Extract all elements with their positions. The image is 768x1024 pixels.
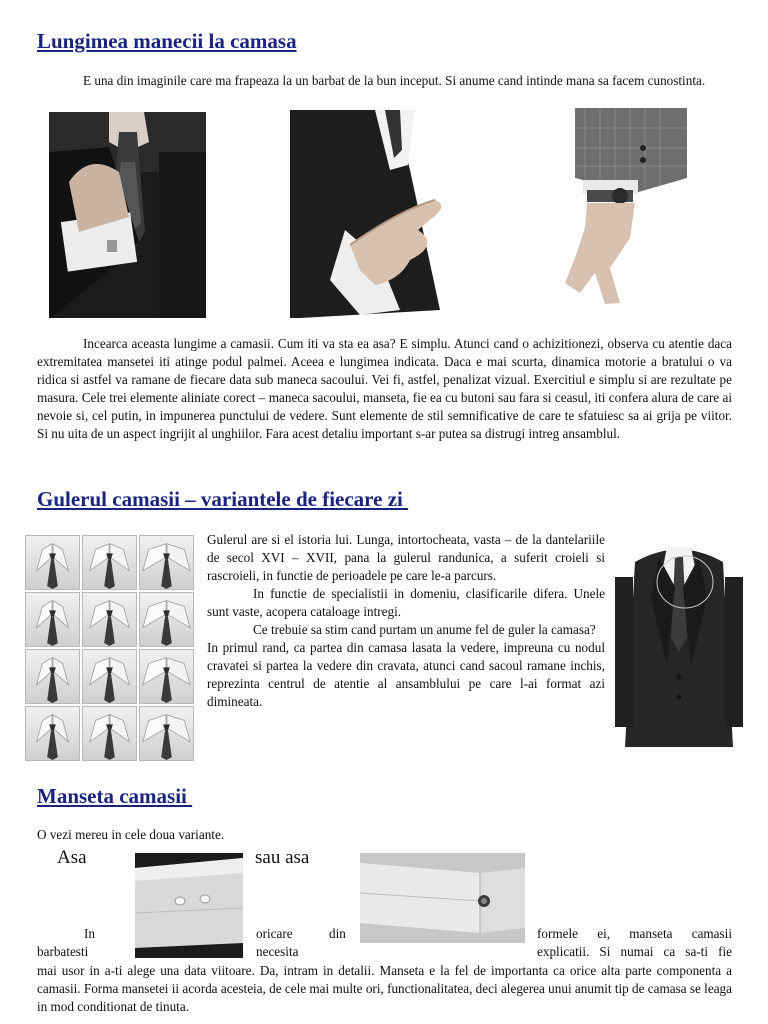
collar-style-thumbnail	[25, 706, 80, 761]
paragraph-sleeve-intro	[37, 72, 732, 90]
collar-style-thumbnail	[139, 649, 194, 704]
handshake-photo	[290, 110, 463, 318]
cuff-body-rest: mai usor in a-ti alege una data viitoare. Da, intram in detalii. Manseta e la fel de importanta ca orice alta parte componenta a camasii. Forma mansetei ii acorda acesteia, de cele mai multe ori, functionalitatea, deci alegerea unui anumit tip de camasa se leaga in mod conditionat de tinuta.	[37, 963, 732, 1014]
collar-style-thumbnail	[82, 535, 137, 590]
cuff-word-barbatesti: barbatesti	[37, 944, 89, 959]
collar-text-block	[207, 531, 605, 711]
cuff-word-oricare: oricare	[256, 926, 293, 941]
collar-paragraph-3-text: Ce trebuie sa stim cand purtam un anume fel de guler la camasa?	[253, 622, 596, 637]
collar-style-thumbnail	[139, 706, 194, 761]
section-heading-sleeve-length: Lungimea manecii la camasa	[37, 29, 297, 53]
collar-style-thumbnail	[82, 706, 137, 761]
section-heading-collar: Gulerul camasii – variantele de fiecare zi	[37, 487, 409, 511]
collar-style-thumbnail	[139, 592, 194, 647]
french-cuff-photo	[360, 853, 525, 943]
cuff-word-necesita: necesita	[256, 944, 299, 959]
collar-paragraph-4: In primul rand, ca partea din camasa lasata la vedere, impreuna cu nodul cravatei si partea la vedere din cravata, atunci cand sacoul ramane inchis, reprezinta centrul de atentie al ansamblului pe care l-ai format azi dimineata.	[207, 640, 605, 709]
cuff-intro: O vezi mereu in cele doua variante.	[37, 827, 225, 842]
collar-paragraph-1: Gulerul are si el istoria lui. Lunga, intortocheata, vasta – de la dantelariile de secol XVI – XVII, pana la gulerul randunica, a suferit croieli si rascroieli, in functie de perioadele pe care le-a parcurs.	[207, 532, 605, 583]
cuff-word-din: din	[329, 926, 346, 941]
collar-style-thumbnail	[25, 649, 80, 704]
cuff-label-a: Asa	[57, 847, 87, 868]
cuff-word-in: In	[84, 926, 95, 941]
watch-sleeve-photo	[535, 108, 687, 314]
collar-style-thumbnail	[82, 649, 137, 704]
collar-style-thumbnail	[82, 592, 137, 647]
cuff-word-explicatii: explicatii. Si numai ca sa-ti fie	[537, 944, 732, 959]
cuff-label-b: sau asa	[255, 847, 310, 868]
button-cuff-photo	[135, 853, 243, 958]
collar-style-thumbnail	[25, 535, 80, 590]
paragraph-sleeve-intro-text: E una din imaginile care ma frapeaza la un barbat de la bun inceput. Si anume cand intinde mana sa facem cunostinta.	[83, 73, 706, 88]
collar-styles-grid	[25, 535, 194, 761]
paragraph-sleeve-body-text: Incearca aceasta lungime a camasii. Cum iti va sta ea asa? E simplu. Atunci cand o achizitionezi, observa cu atentie daca extremitatea mansetei iti atinge podul palmei. Aceea e lungimea indicata. Daca e mai scurta, dinamica motorie a bratului o va ridica si astfel va ramane de fiecare data sub maneca sacoului. Vei fi, astfel, penalizat vizual. Exercitiul e simplu si are rezultate pe masura. Cele trei elemente aliniate corect – maneca sacoului, manseta, fie ea cu butoni sau fara si ceasul, iti confera alura de care ai nevoie si, cel putin, in impunerea punctului de vedere. Sunt elemente de stil semnificative de care te sfatuiesc sa ai grija pe viitor. Si nu uita de un aspect ingrijit al unghiilor. Fara acest detaliu important s-ar putea sa distrugi intreg ansamblul.	[37, 336, 732, 441]
paragraph-sleeve-body	[37, 335, 732, 443]
collar-paragraph-2-text: In functie de specialistii in domeniu, clasificarile difera. Unele sunt vaste, acopera cataloage intregi.	[207, 586, 605, 619]
section-heading-cuff: Manseta camasii	[37, 784, 193, 808]
collar-paragraph-3	[207, 621, 605, 639]
collar-paragraph-2	[207, 585, 605, 621]
cufflink-sleeve-photo	[49, 112, 206, 318]
collar-style-thumbnail	[139, 535, 194, 590]
collar-style-thumbnail	[25, 592, 80, 647]
cuff-word-formele: formele ei, manseta camasii	[537, 926, 732, 941]
suit-photo	[615, 527, 743, 747]
